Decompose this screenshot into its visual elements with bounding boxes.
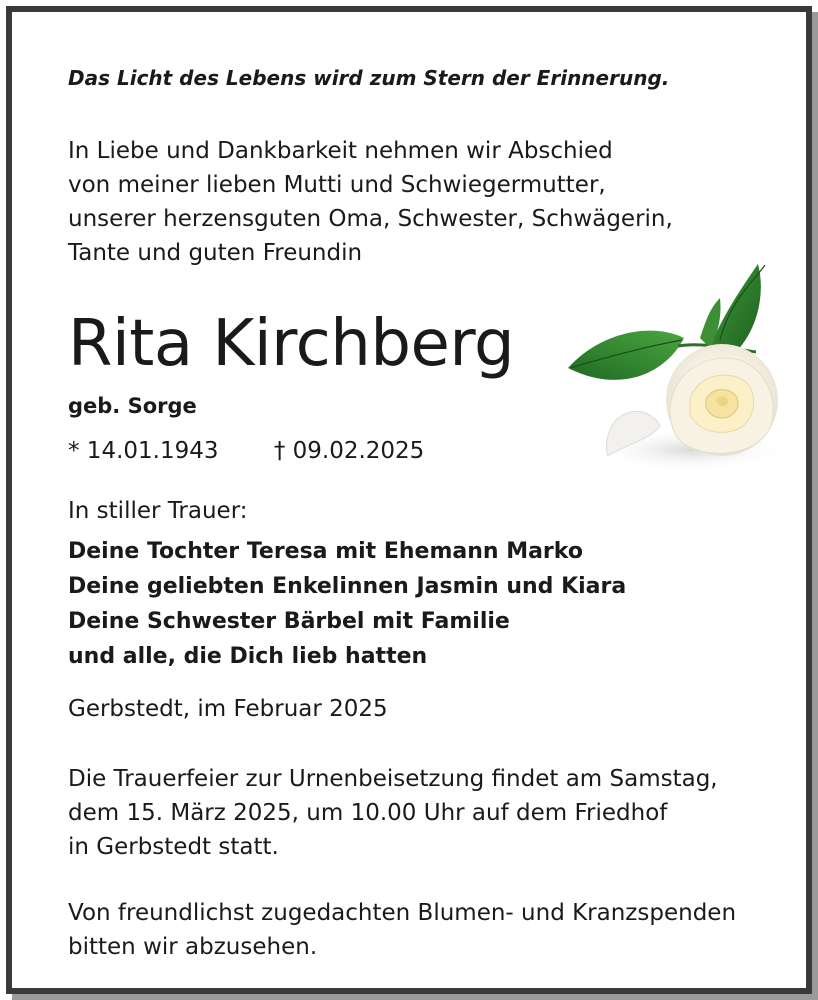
mourner-line: Deine Schwester Bärbel mit Familie xyxy=(68,609,510,634)
intro-line: In Liebe und Dankbarkeit nehmen wir Abschied xyxy=(68,138,613,164)
motto: Das Licht des Lebens wird zum Stern der Erinnerung. xyxy=(68,66,670,90)
mourners-list xyxy=(68,534,626,674)
intro-line: Tante und guten Freundin xyxy=(68,240,363,266)
intro-text xyxy=(68,134,673,270)
obituary-notice xyxy=(6,6,812,994)
intro-line: von meiner lieben Mutti und Schwiegermutter, xyxy=(68,172,606,198)
intro-line: unserer herzensguten Oma, Schwester, Schwägerin, xyxy=(68,206,673,232)
flowers-line: Von freundlichst zugedachten Blumen- und Kranzspenden xyxy=(68,900,737,926)
flowers-line: bitten wir abzusehen. xyxy=(68,934,318,960)
maiden-name: geb. Sorge xyxy=(68,394,197,418)
birth-date: * 14.01.1943 xyxy=(68,438,219,464)
death-date: † 09.02.2025 xyxy=(273,438,425,464)
white-rose-icon xyxy=(560,260,792,482)
mourner-line: Deine Tochter Teresa mit Ehemann Marko xyxy=(68,539,583,564)
ceremony-line: in Gerbstedt statt. xyxy=(68,834,279,860)
mourning-label: In stiller Trauer: xyxy=(68,498,248,524)
flowers-note xyxy=(68,896,736,964)
ceremony-line: dem 15. März 2025, um 10.00 Uhr auf dem Friedhof xyxy=(68,800,668,826)
deceased-name: Rita Kirchberg xyxy=(68,307,515,381)
mourner-line: Deine geliebten Enkelinnen Jasmin und Kiara xyxy=(68,574,627,599)
mourner-line: und alle, die Dich lieb hatten xyxy=(68,644,428,669)
ceremony-info xyxy=(68,762,718,864)
place-date: Gerbstedt, im Februar 2025 xyxy=(68,696,388,722)
ceremony-line: Die Trauerfeier zur Urnenbeisetzung findet am Samstag, xyxy=(68,766,718,792)
life-dates xyxy=(68,438,424,464)
